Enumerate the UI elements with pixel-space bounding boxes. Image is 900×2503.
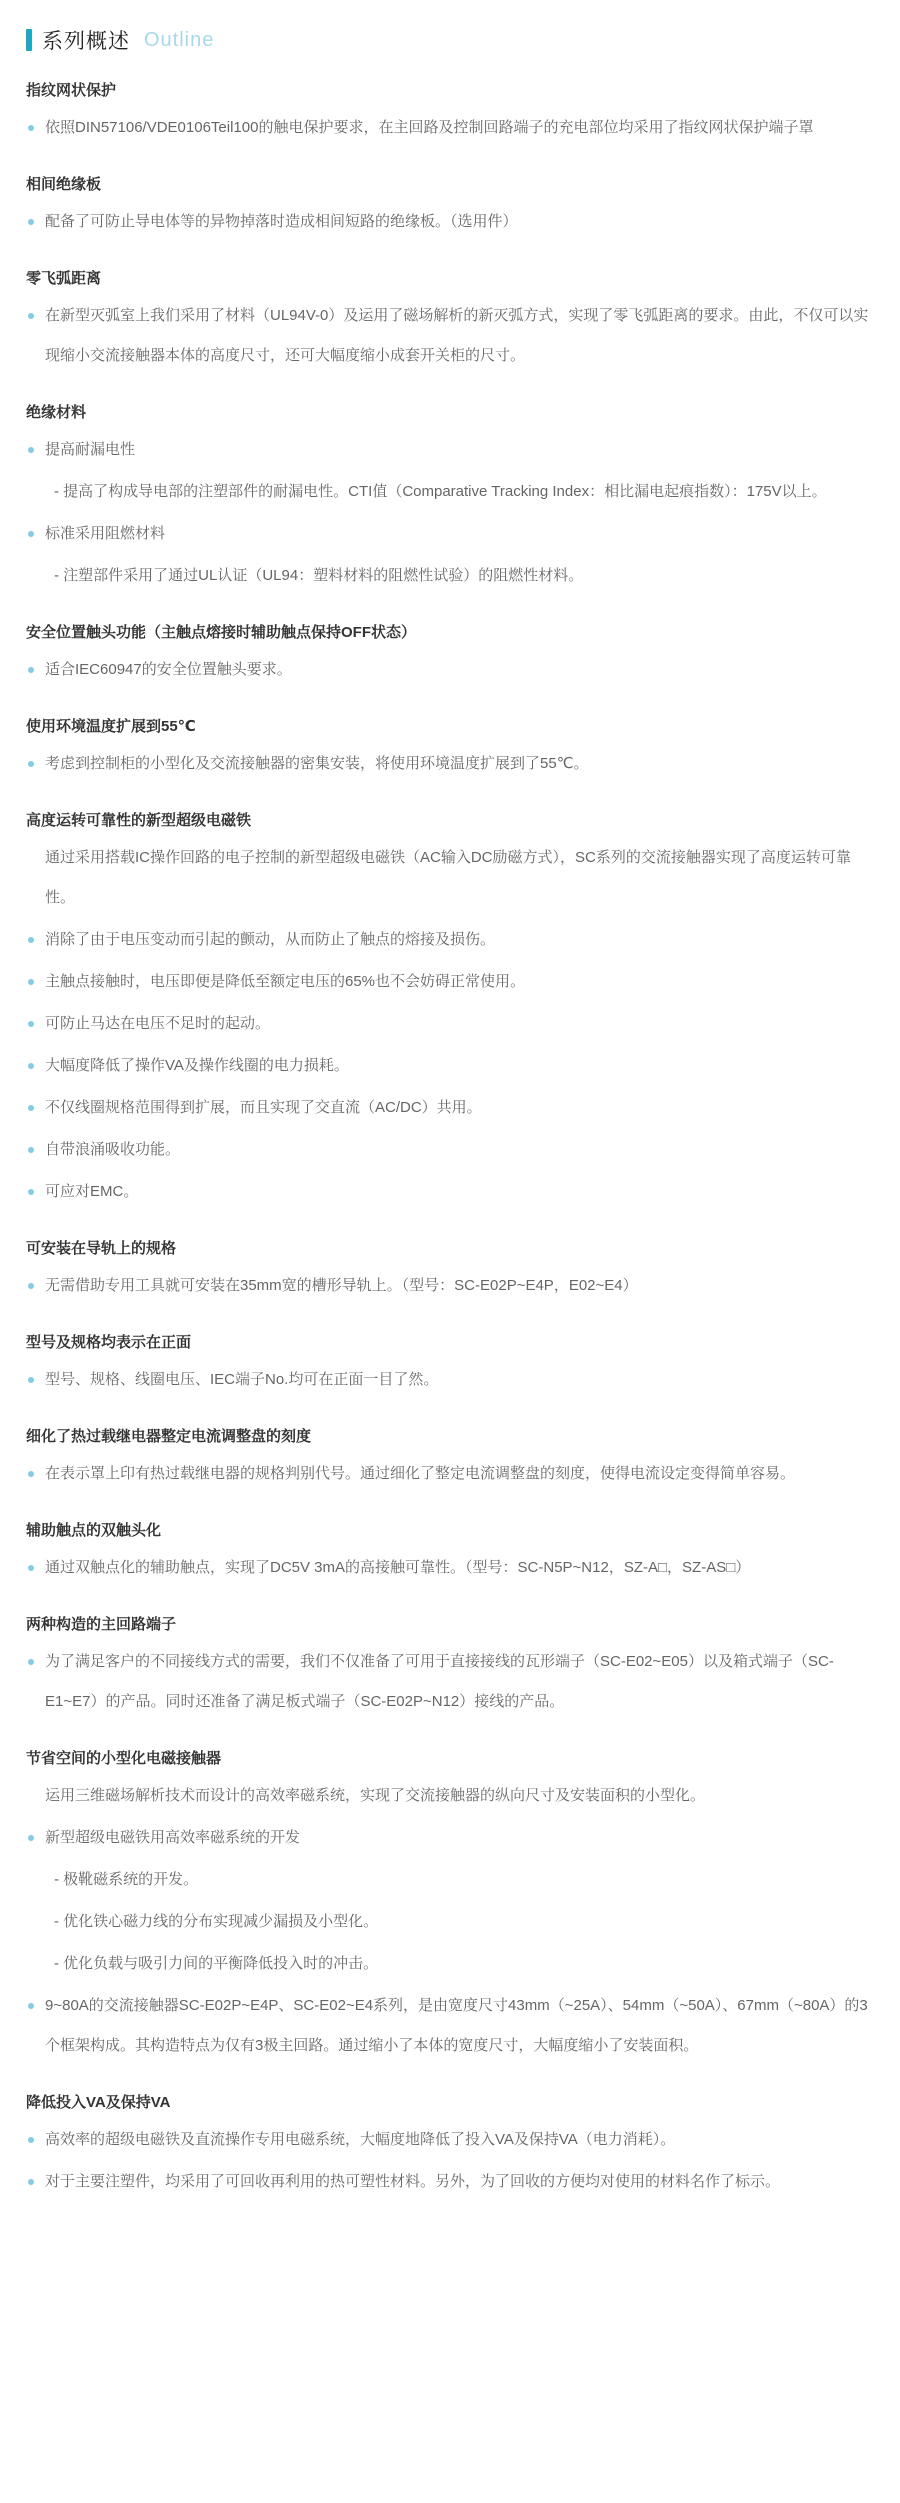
bullet-item <box>26 920 870 960</box>
section-heading: 高度运转可靠性的新型超级电磁铁 <box>26 812 252 829</box>
item-text: 依照DIN57106/VDE0106Teil100的触电保护要求，在主回路及控制回路端子的充电部位均采用了指纹网状保护端子罩 <box>45 119 814 136</box>
sections-container <box>26 76 870 2202</box>
section <box>26 806 870 1212</box>
item-text: 可防止马达在电压不足时的起动。 <box>45 1015 271 1032</box>
sub-item <box>26 472 870 512</box>
item-text: 适合IEC60947的安全位置触头要求。 <box>45 661 292 678</box>
section-heading: 节省空间的小型化电磁接触器 <box>26 1750 222 1767</box>
bullet-dot-icon <box>28 1105 34 1111</box>
bullet-dot-icon <box>28 1659 34 1665</box>
section <box>26 618 870 690</box>
item-text: 可应对EMC。 <box>45 1183 139 1200</box>
bullet-dot-icon <box>28 1021 34 1027</box>
item-text: - 优化负载与吸引力间的平衡降低投入时的冲击。 <box>54 1955 379 1972</box>
bullet-item <box>26 1046 870 1086</box>
item-text: 主触点接触时，电压即便是降低至额定电压的65%也不会妨碍正常使用。 <box>45 973 526 990</box>
bullet-item <box>26 1266 870 1306</box>
section <box>26 1328 870 1400</box>
bullet-dot-icon <box>28 1565 34 1571</box>
item-text: 型号、规格、线圈电压、IEC端子No.均可在正面一目了然。 <box>45 1371 439 1388</box>
bullet-item <box>26 1004 870 1044</box>
bullet-dot-icon <box>28 1283 34 1289</box>
bullet-dot-icon <box>28 531 34 537</box>
section-heading: 细化了热过载继电器整定电流调整盘的刻度 <box>26 1428 312 1445</box>
item-text: 提高耐漏电性 <box>45 441 136 458</box>
item-text: - 极靴磁系统的开发。 <box>54 1871 199 1888</box>
page-title <box>26 26 870 54</box>
section <box>26 398 870 596</box>
item-text: 为了满足客户的不同接线方式的需要，我们不仅准备了可用于直接接线的瓦形端子（SC-E02~E05）以及箱式端子（SC-E1~E7）的产品。同时还准备了满足板式端子（SC-E02P~N12）接线的产品。 <box>45 1653 834 1710</box>
section <box>26 1610 870 1722</box>
item-text: - 提高了构成导电部的注塑部件的耐漏电性。CTI值（Comparative Tracking Index：相比漏电起痕指数）：175V以上。 <box>54 483 827 500</box>
bullet-item <box>26 514 870 554</box>
bullet-item <box>26 1088 870 1128</box>
bullet-item <box>26 1130 870 1170</box>
item-text: 无需借助专用工具就可安装在35mm宽的槽形导轨上。（型号：SC-E02P~E4P，E02~E4） <box>45 1277 638 1294</box>
item-text: 9~80A的交流接触器SC-E02P~E4P、SC-E02~E4系列，是由宽度尺寸43mm（~25A）、54mm（~50A）、67mm（~80A）的3个框架构成。其构造特点为仅有3极主回路。通过缩小了本体的宽度尺寸，大幅度缩小了安装面积。 <box>45 1997 868 2054</box>
section-heading: 两种构造的主回路端子 <box>26 1616 177 1633</box>
section-heading: 绝缘材料 <box>26 404 87 421</box>
bullet-dot-icon <box>28 1471 34 1477</box>
item-text: 消除了由于电压变动而引起的颤动，从而防止了触点的熔接及损伤。 <box>45 931 496 948</box>
page-title-en: Outline <box>144 28 215 51</box>
item-text: 配备了可防止导电体等的异物掉落时造成相间短路的绝缘板。（选用件） <box>45 213 518 230</box>
item-text: 运用三维磁场解析技术而设计的高效率磁系统，实现了交流接触器的纵向尺寸及安装面积的小型化。 <box>45 1787 706 1804</box>
item-text: 不仅线圈规格范围得到扩展，而且实现了交直流（AC/DC）共用。 <box>45 1099 482 1116</box>
bullet-item <box>26 296 870 376</box>
bullet-dot-icon <box>28 219 34 225</box>
sub-item <box>26 1860 870 1900</box>
bullet-item <box>26 1642 870 1722</box>
section <box>26 1516 870 1588</box>
bullet-dot-icon <box>28 761 34 767</box>
bullet-item <box>26 744 870 784</box>
bullet-dot-icon <box>28 1189 34 1195</box>
sub-item <box>26 556 870 596</box>
bullet-item <box>26 962 870 1002</box>
item-text: 大幅度降低了操作VA及操作线圈的电力损耗。 <box>45 1057 349 1074</box>
section <box>26 1744 870 2066</box>
bullet-item <box>26 1454 870 1494</box>
bullet-item <box>26 108 870 148</box>
bullet-dot-icon <box>28 313 34 319</box>
bullet-item <box>26 1818 870 1858</box>
item-text: 高效率的超级电磁铁及直流操作专用电磁系统，大幅度地降低了投入VA及保持VA（电力消耗）。 <box>45 2131 676 2148</box>
item-text: 通过采用搭载IC操作回路的电子控制的新型超级电磁铁（AC输入DC励磁方式），SC系列的交流接触器实现了高度运转可靠性。 <box>45 849 851 906</box>
section-heading: 可安装在导轨上的规格 <box>26 1240 177 1257</box>
item-text: 对于主要注塑件，均采用了可回收再利用的热可塑性材料。另外，为了回收的方便均对使用的材料名作了标示。 <box>45 2173 781 2190</box>
section <box>26 1422 870 1494</box>
bullet-item <box>26 1986 870 2066</box>
section <box>26 712 870 784</box>
sub-item <box>26 1902 870 1942</box>
section-heading: 使用环境温度扩展到55℃ <box>26 718 196 735</box>
item-text: - 优化铁心磁力线的分布实现减少漏损及小型化。 <box>54 1913 379 1930</box>
section-heading: 安全位置触头功能（主触点熔接时辅助触点保持OFF状态） <box>26 624 416 641</box>
bullet-dot-icon <box>28 937 34 943</box>
bullet-dot-icon <box>28 667 34 673</box>
bullet-dot-icon <box>28 1147 34 1153</box>
bullet-item <box>26 1172 870 1212</box>
sub-item <box>26 1944 870 1984</box>
bullet-dot-icon <box>28 1835 34 1841</box>
bullet-item <box>26 430 870 470</box>
section-heading: 零飞弧距离 <box>26 270 102 287</box>
section <box>26 264 870 376</box>
item-text: 通过双触点化的辅助触点，实现了DC5V 3mA的高接触可靠性。（型号：SC-N5P~N12，SZ-A□，SZ-AS□） <box>45 1559 751 1576</box>
section <box>26 170 870 242</box>
bullet-dot-icon <box>28 2137 34 2143</box>
section <box>26 76 870 148</box>
item-text: 标准采用阻燃材料 <box>45 525 166 542</box>
item-text: 在新型灭弧室上我们采用了材料（UL94V-0）及运用了磁场解析的新灭弧方式，实现了零飞弧距离的要求。由此，不仅可以实现缩小交流接触器本体的高度尺寸，还可大幅度缩小成套开关柜的尺寸。 <box>45 307 869 364</box>
bullet-dot-icon <box>28 2003 34 2009</box>
bullet-dot-icon <box>28 1377 34 1383</box>
bullet-dot-icon <box>28 447 34 453</box>
bullet-item <box>26 1548 870 1588</box>
item-text: 考虑到控制柜的小型化及交流接触器的密集安装，将使用环境温度扩展到了55℃。 <box>45 755 589 772</box>
bullet-dot-icon <box>28 979 34 985</box>
item-text: - 注塑部件采用了通过UL认证（UL94：塑料材料的阻燃性试验）的阻燃性材料。 <box>54 567 584 584</box>
bullet-item <box>26 2162 870 2202</box>
bullet-dot-icon <box>28 125 34 131</box>
item-text: 自带浪涌吸收功能。 <box>45 1141 181 1158</box>
item-text: 新型超级电磁铁用高效率磁系统的开发 <box>45 1829 301 1846</box>
paragraph <box>26 838 870 918</box>
section-heading: 降低投入VA及保持VA <box>26 2094 171 2111</box>
section <box>26 2088 870 2202</box>
bullet-item <box>26 1360 870 1400</box>
paragraph <box>26 1776 870 1816</box>
section-heading: 相间绝缘板 <box>26 176 102 193</box>
title-accent-bar-icon <box>26 29 32 51</box>
bullet-item <box>26 2120 870 2160</box>
section-heading: 辅助触点的双触头化 <box>26 1522 162 1539</box>
section-heading: 型号及规格均表示在正面 <box>26 1334 192 1351</box>
section-heading: 指纹网状保护 <box>26 82 117 99</box>
bullet-dot-icon <box>28 1063 34 1069</box>
page-title-zh: 系列概述 <box>42 30 130 53</box>
item-text: 在表示罩上印有热过载继电器的规格判别代号。通过细化了整定电流调整盘的刻度，使得电流设定变得简单容易。 <box>45 1465 796 1482</box>
bullet-item <box>26 650 870 690</box>
section <box>26 1234 870 1306</box>
bullet-dot-icon <box>28 2179 34 2185</box>
bullet-item <box>26 202 870 242</box>
